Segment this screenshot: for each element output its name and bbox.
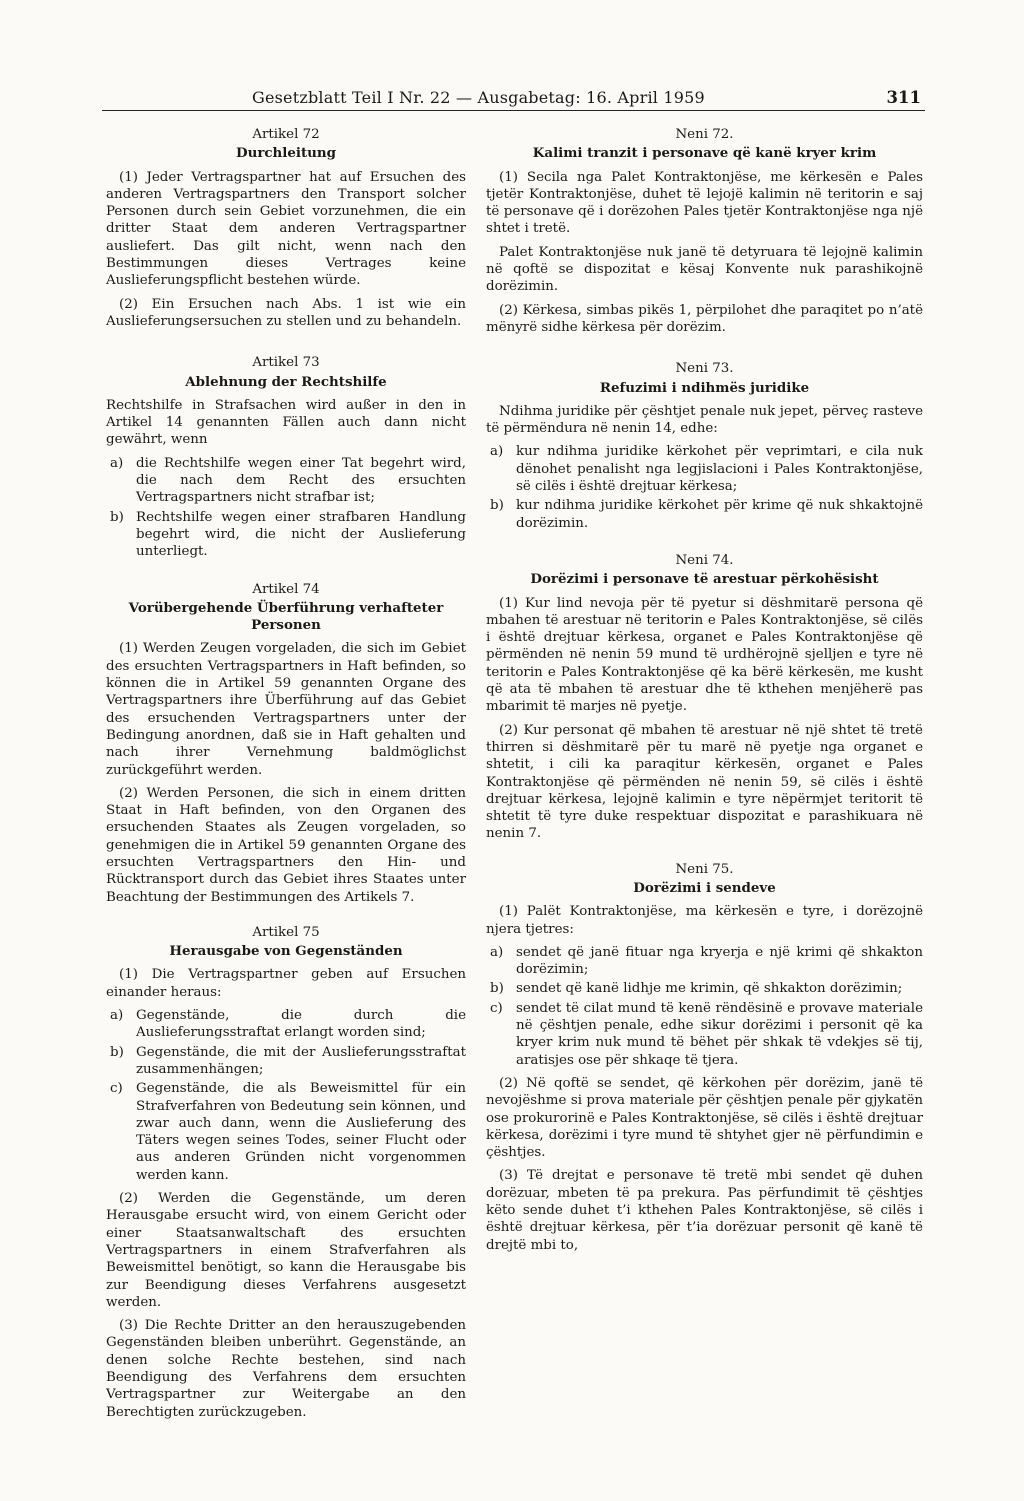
neni-73 [486,360,923,532]
article-73 [106,354,466,560]
article-title: Kalimi tranzit i personave që kanë kryer krim [532,145,877,162]
list-item: a) Gegenstände, die durch die Auslieferungsstraftat erlangt worden sind; [110,1008,466,1041]
paragraph: (1) Die Vertragspartner geben auf Ersuchen einander heraus: [106,967,466,1000]
article-number: Neni 73. [675,361,734,377]
article-title: Vorübergehende Überführung verhafteter Personen [128,599,444,634]
page-number: 311 [886,88,921,107]
article-72 [106,126,466,330]
paragraph: (3) Die Rechte Dritter an den herauszugebenden Gegenständen bleiben unberührt. Gegenstände, an denen solche Rechte bestehen, sind nach Beendigung des Verfahrens dem ersuchten Vertragspartner zur Weitergabe an den Berechtigten zurückzugeben. [106,1318,466,1420]
article-title: Dorëzimi i personave të arestuar përkohësisht [530,571,879,588]
article-title: Herausgabe von Gegenständen [169,943,403,960]
paragraph: Rechtshilfe in Strafsachen wird außer in den in Artikel 14 genannten Fällen auch dann nicht gewährt, wenn [106,397,466,448]
list-item: c) Gegenstände, die als Beweismittel für ein Strafverfahren von Bedeutung sein können, und zwar auch dann, wenn die Auslieferung des Täters wegen seines Todes, seiner Flucht oder aus anderen Gründen nicht vorgenommen werden kann. [110,1081,466,1183]
paragraph: (2) Werden die Gegenstände, um deren Herausgabe ersucht wird, von einem Gericht oder einer Staatsanwaltschaft des ersuchten Vertragspartners in einem Strafverfahren als Beweismittel benötigt, so kann die Herausgabe bis zur Beendigung dieses Verfahrens ausgesetzt werden. [106,1191,466,1310]
article-number: Artikel 74 [252,581,320,597]
list-item: b) sendet që kanë lidhje me krimin, që shkakton dorëzimin; [490,981,903,997]
article-title: Durchleitung [235,145,336,162]
neni-74 [486,552,923,843]
paragraph: (2) Kur personat që mbahen të arestuar në një shtet të tretë thirren si dëshmitarë për tu marë në pyetje nga organet e shtetit, i cili ka paraqitur kërkesën, organet e Pales Kontraktonjëse që përmënden në nenin 59, së cilës i është drejtuar kërkesa, lejojnë kalimin e tyre nëpërmjet teritorit të shtetit të tyre duke respektuar dispozitat e parashikuara në nenin 7. [486,722,923,842]
article-title: Ablehnung der Rechtshilfe [185,373,387,390]
paragraph: (2) Werden Personen, die sich in einem dritten Staat in Haft befinden, von den Organen des ersuchenden Staates als Zeugen vorgeladen, so genehmigen die in Artikel 59 genannten Organe des ersuchten Vertragspartners den Hin- und Rücktransport durch das Gebiet ihres Staates unter Beachtung der Bestimmungen des Artikels 7. [106,785,466,905]
paragraph: (1) Palët Kontraktonjëse, ma kërkesën e tyre, i dorëzojnë njera tjetres: [486,904,923,937]
neni-75 [486,861,923,1254]
paragraph: Palet Kontraktonjëse nuk janë të detyruara të lejojnë kalimin në qoftë se dispozitat e kësaj Konvente nuk parashikojnë dorëzimin. [486,244,923,295]
article-75 [106,924,466,1421]
list-item: b) Gegenstände, die mit der Auslieferungsstraftat zusammenhängen; [110,1044,466,1077]
article-title: Dorëzimi i sendeve [633,879,776,896]
article-number: Artikel 73 [252,355,320,371]
list-item: c) sendet të cilat mund të kenë rëndësinë e provave materiale në çështjen penale, edhe sikur dorëzimi i personit që ka kryer krim nuk mund të bëhet për shkak të vdekjes së tij, aratisjes ose për shkaqe të tjera. [490,1000,923,1068]
article-74 [106,581,466,906]
list-item: a) sendet që janë fituar nga kryerja e një krimi që shkakton dorëzimin; [490,944,923,978]
article-number: Neni 72. [675,127,734,142]
paragraph: Ndihma juridike për çështjet penale nuk jepet, përveç rasteve të përmëndura në nenin 14, edhe: [486,403,923,437]
list-item: a) kur ndihma juridike kërkohet për veprimtari, e cila nuk dënohet penalisht nga legjislacioni i Pales Kontraktonjëse, së cilës i është drejtuar kërkesa; [490,444,923,495]
page-header [102,86,925,111]
list-item: b) Rechtshilfe wegen einer strafbaren Handlung begehrt wird, die nicht der Auslieferung unterliegt. [110,509,466,560]
paragraph: (2) Në qoftë se sendet, që kërkohen për dorëzim, janë të nevojëshme si prova materiale për çështjen penale për gjykatën ose prokurorinë e Pales Kontraktonjëse, së cilës i është drejtuar kërkesa, dorëzimi i tyre mund të shtyhet gjer në përfundimin e çështjes. [486,1075,923,1161]
article-number: Artikel 75 [252,924,320,940]
article-title: Refuzimi i ndihmës juridike [599,379,810,396]
article-number: Neni 75. [675,861,734,877]
neni-72 [486,126,923,336]
paragraph: (1) Werden Zeugen vorgeladen, die sich im Gebiet des ersuchten Vertragspartners in Haft befinden, so können die in Artikel 59 genannten Organe des Vertragspartners ihre Überführung auf das Gebiet des ersuchenden Vertragspartners unter der Bedingung anordnen, daß sie in Haft gehalten und nach ihrer Vernehmung baldmöglichst zurückgeführt werden. [106,641,466,778]
list-item: a) die Rechtshilfe wegen einer Tat begehrt wird, die nach dem Recht des ersuchten Vertragspartners nicht strafbar ist; [110,455,466,506]
gazette-title: Gesetzblatt Teil I Nr. 22 — Ausgabetag: 16. April 1959 [252,88,705,107]
paragraph: (3) Të drejtat e personave të tretë mbi sendet që duhen dorëzuar, mbeten të pa prekura. Pas përfundimit të çështjes këto sende duhet t’i kthehen Pales Kontraktonjëse, së cilës i është drejtuar kërkesa, për t’ia dorëzuar personit që kanë të drejtë mbi to, [486,1168,923,1253]
paragraph: (1) Jeder Vertragspartner hat auf Ersuchen des anderen Vertragspartners den Transport solcher Personen durch sein Gebiet vorzunehmen, die ein dritter Staat dem anderen Vertragspartner ausliefert. Das gilt nicht, wenn nach den Bestimmungen dieses Vertrages keine Auslieferungspflicht bestehen würde. [106,169,466,289]
albanian-column [486,126,923,1260]
german-column [106,126,466,1427]
paragraph: (1) Kur lind nevoja për të pyetur si dëshmitarë persona që mbahen të arestuar në teritorin e Pales Kontraktonjëse, së cilës i është drejtuar kërkesa, organet e Pales Kontraktonjëse që përmënden në nenin 59 mund të urdhërojnë sjelljen e tyre në teritorin e Pales Kontraktonjëse që ka bërë kërkesën, me kusht që ata të mbahen të arestuar dhe të kthehen menjëherë pas mbarimit të marjes në pyetje. [486,595,923,715]
paragraph: (2) Kërkesa, simbas pikës 1, përpilohet dhe paraqitet po n’atë mënyrë sidhe kërkesa për dorëzim. [486,302,923,335]
list-item: b) kur ndihma juridike kërkohet për krime që nuk shkaktojnë dorëzimin. [490,498,923,531]
paragraph: (2) Ein Ersuchen nach Abs. 1 ist wie ein Auslieferungsersuchen zu stellen und zu behandeln. [106,296,466,329]
paragraph: (1) Secila nga Palet Kontraktonjëse, me kërkesën e Pales tjetër Kontraktonjëse, duhet të lejojë kalimin në teritorin e saj të personave që i dorëzohen Pales tjetër Kontraktonjëse nga një shtet i tretë. [486,169,923,237]
article-number: Neni 74. [675,552,734,568]
article-number: Artikel 72 [252,127,320,142]
